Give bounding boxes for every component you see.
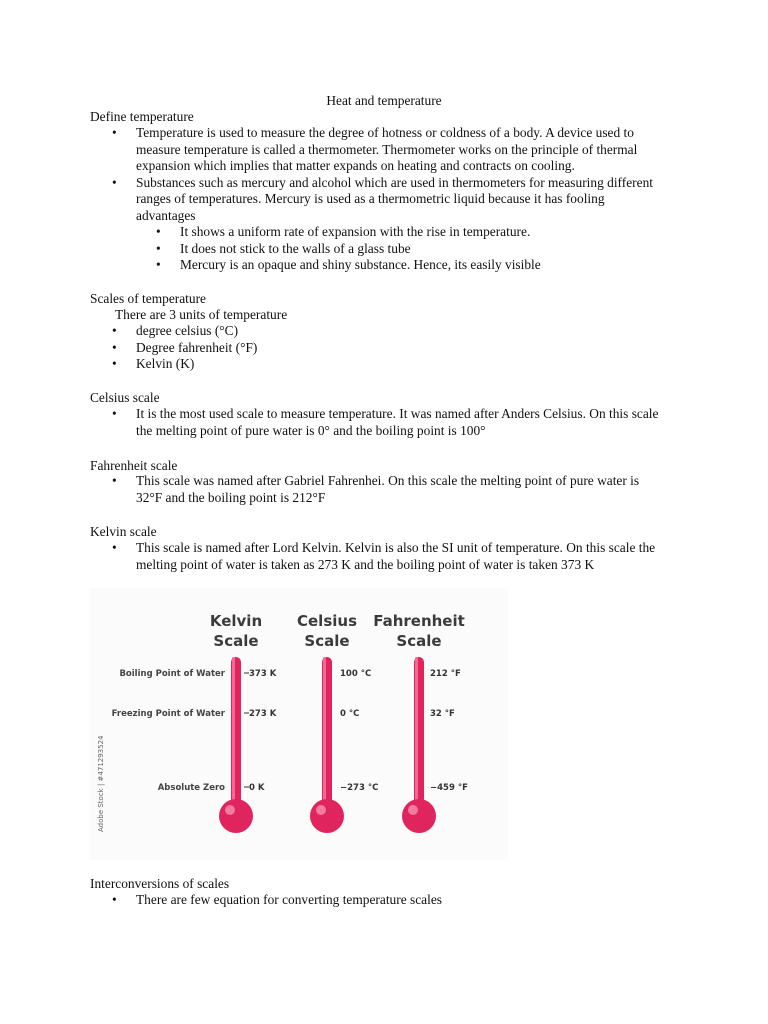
celsius-bulb-highlight (316, 805, 326, 815)
kelvin-bulb-highlight (225, 805, 235, 815)
kelvin-heading: Kelvin scale (90, 524, 157, 539)
kelvin-title-line2: Scale (213, 632, 259, 650)
scales-heading: Scales of temperature (90, 291, 206, 306)
list-item: • Degree fahrenheit (°F) (112, 340, 682, 357)
celsius-title-line2: Scale (304, 632, 350, 650)
stock-watermark: Adobe Stock | #471293524 (97, 735, 105, 832)
celsius-list (112, 406, 682, 439)
list-item: • It does not stick to the walls of a glass tube (156, 241, 676, 258)
celsius-freezing-value: 0 °C (340, 709, 360, 719)
scales-intro: There are 3 units of temperature (115, 307, 288, 322)
freezing-point-label: Freezing Point of Water (111, 709, 225, 719)
list-item: • Mercury is an opaque and shiny substance. Hence, its easily visible (156, 257, 676, 274)
define-temperature-heading: Define temperature (90, 109, 194, 124)
thermometer-diagram (90, 588, 508, 860)
fahrenheit-tube-highlight (415, 657, 418, 807)
kelvin-list (112, 540, 682, 573)
list-item: • It is the most used scale to measure temperature. It was named after Anders Celsius. On this scale the melting point of pure water is 0° and the boiling point is 100° (112, 406, 682, 439)
fahrenheit-zero-value: −459 °F (430, 783, 468, 793)
list-item: • This scale was named after Gabriel Fahrenhei. On this scale the melting point of pure water is 32°F and the boiling point is 212°F (112, 473, 682, 506)
interconversion-list (112, 892, 682, 909)
list-item: • Kelvin (K) (112, 356, 682, 373)
list-item: • This scale is named after Lord Kelvin. Kelvin is also the SI unit of temperature. On this scale the melting point of water is taken as 273 K and the boiling point of water is taken 373 K (112, 540, 682, 573)
fahrenheit-list (112, 473, 682, 506)
list-item: • Substances such as mercury and alcohol which are used in thermometers for measuring different ranges of temperatures. Mercury is used as a thermometric liquid because it has fooling advantages (112, 175, 682, 225)
fahrenheit-heading: Fahrenheit scale (90, 458, 178, 473)
fahrenheit-boiling-value: 212 °F (430, 669, 461, 679)
fahrenheit-title-line1: Fahrenheit (373, 612, 465, 630)
interconversion-heading: Interconversions of scales (90, 876, 230, 891)
fahrenheit-thermometer-bulb (402, 799, 436, 833)
celsius-boiling-value: 100 °C (340, 669, 372, 679)
kelvin-title-line1: Kelvin (209, 612, 263, 630)
kelvin-freezing-value: 273 K (249, 709, 277, 719)
boiling-point-label: Boiling Point of Water (119, 669, 225, 679)
celsius-tube-highlight (323, 657, 326, 807)
kelvin-thermometer-bulb (219, 799, 253, 833)
advantages-list (156, 224, 676, 274)
fahrenheit-freezing-value: 32 °F (430, 709, 455, 719)
kelvin-tube-highlight (232, 657, 235, 807)
kelvin-zero-value: 0 K (249, 783, 265, 793)
fahrenheit-bulb-highlight (408, 805, 418, 815)
celsius-zero-value: −273 °C (340, 783, 379, 793)
scales-list (112, 323, 682, 373)
list-item: • It shows a uniform rate of expansion with the rise in temperature. (156, 224, 676, 241)
page-title: Heat and temperature (326, 93, 442, 108)
fahrenheit-title-line2: Scale (396, 632, 442, 650)
celsius-heading: Celsius scale (90, 390, 160, 405)
list-item: • degree celsius (°C) (112, 323, 682, 340)
celsius-title-line1: Celsius (297, 612, 357, 630)
list-item: • There are few equation for converting temperature scales (112, 892, 682, 909)
kelvin-boiling-value: 373 K (249, 669, 277, 679)
absolute-zero-label: Absolute Zero (157, 783, 225, 793)
temperature-scales-figure (90, 588, 508, 860)
celsius-thermometer-bulb (310, 799, 344, 833)
list-item: • Temperature is used to measure the degree of hotness or coldness of a body. A device used to measure temperature is called a thermometer. Thermometer works on the principle of thermal expansion which implies that matter expands on heating and contracts on cooling. (112, 125, 682, 175)
define-temperature-list (112, 125, 682, 224)
